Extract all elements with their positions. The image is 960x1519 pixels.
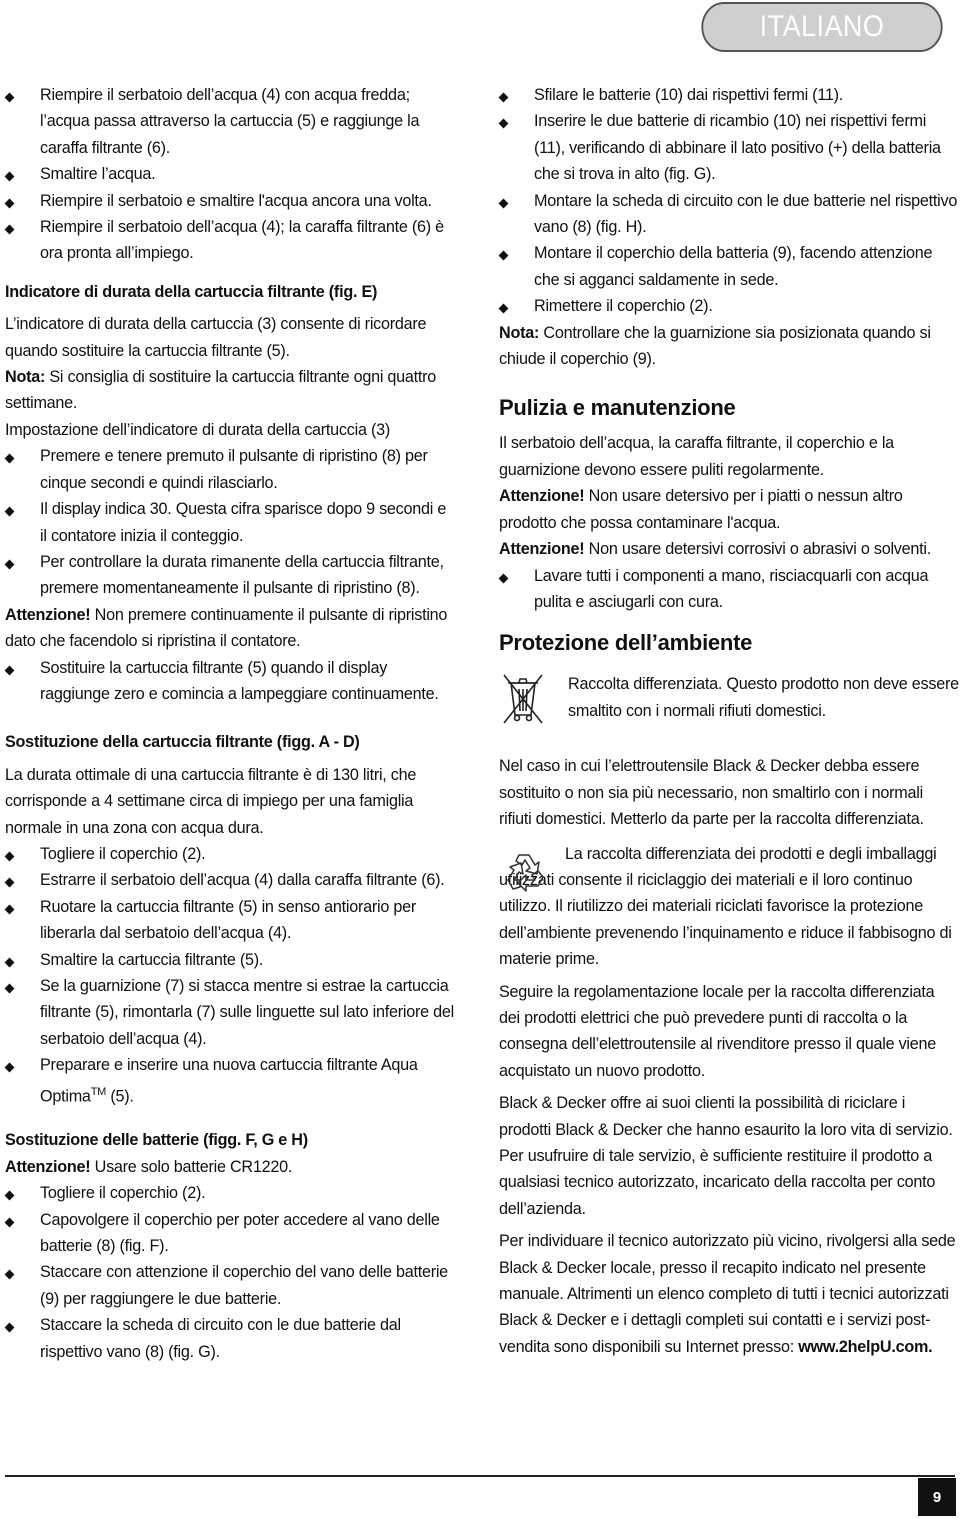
- section-heading-replace: Sostituzione della cartuccia filtrante (figg. A - D): [5, 733, 360, 752]
- list-item: [5, 1052, 455, 1109]
- paragraph-text: Per individuare il tecnico autorizzato più vicino, rivolgersi alla sede Black & Decker locale, presso il recapito indicato nel presente manuale. Altrimenti un elenco completo di tutti i tecnici autorizzati Black & Decker e i dettagli completi sui contatti e i servizi post-vendita sono disponibili su Internet presso:: [499, 1232, 956, 1356]
- list-item: Per controllare la durata rimanente della cartuccia filtrante, premere momentaneamente il pulsante di ripristino (8).: [5, 549, 455, 602]
- list-item: Sostituire la cartuccia filtrante (5) quando il display raggiunge zero e comincia a lampeggiare continuamente.: [5, 655, 455, 708]
- list-item: Riempire il serbatoio e smaltire l'acqua ancora una volta.: [5, 188, 455, 214]
- section-heading-batteries: Sostituzione delle batterie (figg. F, G e H): [5, 1131, 308, 1150]
- list-item: Se la guarnizione (7) si stacca mentre si estrae la cartuccia filtrante (5), rimontarla (7) sulle linguette sul lato inferiore del serbatoio dell’acqua (4).: [5, 973, 455, 1052]
- warning: [499, 483, 959, 536]
- list-item: Staccare la scheda di circuito con le due batterie dal rispettivo vano (8) (fig. G).: [5, 1312, 455, 1365]
- paragraph: La durata ottimale di una cartuccia filtrante è di 130 litri, che corrisponde a 4 settimane circa di impiego per una famiglia normale in una zona con acqua dura.: [5, 765, 417, 837]
- warning: [499, 536, 959, 562]
- warning-text: Non premere continuamente il pulsante di ripristino dato che facendolo si ripristina il contatore.: [5, 605, 448, 651]
- note-label: Nota:: [5, 368, 46, 387]
- right-column: [499, 82, 959, 1360]
- list-item: Smaltire l’acqua.: [5, 161, 455, 187]
- page-number: 9: [918, 1478, 956, 1516]
- warning-label: Attenzione!: [5, 1157, 91, 1176]
- note: [5, 364, 455, 417]
- section-heading-indicator: Indicatore di durata della cartuccia filtrante (fig. E): [5, 282, 378, 301]
- list-item-text: (5).: [106, 1087, 134, 1106]
- paragraph: Il serbatoio dell’acqua, la caraffa filtrante, il coperchio e la guarnizione devono essere puliti regolarmente.: [499, 434, 894, 479]
- note-label: Nota:: [499, 323, 540, 342]
- website-link[interactable]: www.2helpU.com.: [798, 1337, 933, 1356]
- warning: [5, 1154, 455, 1180]
- note-text: Si consiglia di sostituire la cartuccia filtrante ogni quattro settimane.: [5, 368, 437, 413]
- footer-divider: [5, 1475, 955, 1477]
- weee-notice: [499, 671, 959, 727]
- list-item: Togliere il coperchio (2).: [5, 1180, 455, 1206]
- language-badge: ITALIANO: [701, 2, 942, 52]
- recycle-icon: [499, 847, 551, 899]
- list-item-text: Preparare e inserire una nuova cartuccia filtrante Aqua Optima: [40, 1056, 418, 1106]
- paragraph: L’indicatore di durata della cartuccia (3) consente di ricordare quando sostituire la cartuccia filtrante (5).: [5, 315, 427, 360]
- warning-text: Usare solo batterie CR1220.: [90, 1157, 293, 1176]
- list-item: Inserire le due batterie di ricambio (10) nei rispettivi fermi (11), verificando di abbinare il lato positivo (+) della batteria che si trova in alto (fig. G).: [499, 108, 959, 187]
- paragraph: Seguire la regolamentazione locale per la raccolta differenziata dei prodotti elettrici che può prevedere punti di raccolta o la consegna dell’elettroutensile al rivenditore presso il quale viene acquistato un nuovo prodotto.: [499, 982, 937, 1080]
- paragraph: Raccolta differenziata. Questo prodotto non deve essere smaltito con i normali rifiuti domestici.: [568, 675, 959, 720]
- list-item: Estrarre il serbatoio dell’acqua (4) dalla caraffa filtrante (6).: [5, 867, 455, 893]
- list-item: Capovolgere il coperchio per poter accedere al vano delle batterie (8) (fig. F).: [5, 1207, 455, 1260]
- list-item: Ruotare la cartuccia filtrante (5) in senso antiorario per liberarla dal serbatoio dell’acqua (4).: [5, 894, 455, 947]
- list-item: Togliere il coperchio (2).: [5, 841, 455, 867]
- crossed-bin-icon: [499, 671, 547, 725]
- paragraph: Impostazione dell’indicatore di durata della cartuccia (3): [5, 420, 391, 439]
- list-item: Riempire il serbatoio dell’acqua (4); la caraffa filtrante (6) è ora pronta all’impiego.: [5, 214, 455, 267]
- list-item: Il display indica 30. Questa cifra sparisce dopo 9 secondi e il contatore inizia il conteggio.: [5, 496, 455, 549]
- warning-label: Attenzione!: [499, 487, 585, 506]
- list-item: Staccare con attenzione il coperchio del vano delle batterie (9) per raggiungere le due batterie.: [5, 1259, 455, 1312]
- warning: [5, 602, 455, 655]
- list-item: Premere e tenere premuto il pulsante di ripristino (8) per cinque secondi e quindi rilasciarlo.: [5, 443, 455, 496]
- list-item: Smaltire la cartuccia filtrante (5).: [5, 947, 455, 973]
- section-heading-cleaning: Pulizia e manutenzione: [499, 395, 736, 421]
- left-column: [5, 82, 455, 1365]
- list-item: Lavare tutti i componenti a mano, risciacquarli con acqua pulita e asciugarli con cura.: [499, 563, 959, 616]
- list-item: Rimettere il coperchio (2).: [499, 293, 959, 319]
- paragraph: Black & Decker offre ai suoi clienti la possibilità di riciclare i prodotti Black & Decker che hanno esaurito la loro vita di servizio. Per usufruire di tale servizio, è sufficiente restituire il prodotto a qualsiasi tecnico autorizzato, incaricato della raccolta per conto dell’azienda.: [499, 1094, 953, 1218]
- paragraph: La raccolta differenziata dei prodotti e degli imballaggi utilizzati consente il riciclaggio dei materiali e il loro continuo utilizzo. Il riutilizzo dei materiali riciclati favorisce la protezione dell’ambiente prevenendo l’inquinamento e riduce il fabbisogno di materie prime.: [499, 844, 952, 969]
- list-item: Montare il coperchio della batteria (9), facendo attenzione che si agganci saldamente in sede.: [499, 240, 959, 293]
- paragraph: [499, 1228, 959, 1360]
- list-item: Riempire il serbatoio dell’acqua (4) con acqua fredda; l’acqua passa attraverso la cartuccia (5) e raggiunge la caraffa filtrante (6).: [5, 82, 455, 161]
- warning-label: Attenzione!: [5, 605, 91, 624]
- paragraph: Nel caso in cui l’elettroutensile Black & Decker debba essere sostituito o non sia più necessario, non smaltirlo con i normali rifiuti domestici. Metterlo da parte per la raccolta differenziata.: [499, 757, 924, 829]
- list-item: Montare la scheda di circuito con le due batterie nel rispettivo vano (8) (fig. H).: [499, 188, 959, 241]
- warning-label: Attenzione!: [499, 540, 585, 559]
- warning-text: Non usare detersivo per i piatti o nessun altro prodotto che possa contaminare l'acqua.: [499, 487, 903, 532]
- list-item: Sfilare le batterie (10) dai rispettivi fermi (11).: [499, 82, 959, 108]
- section-heading-environment: Protezione dell’ambiente: [499, 630, 753, 656]
- warning-text: Non usare detersivi corrosivi o abrasivi o solventi.: [584, 540, 931, 559]
- note-text: Controllare che la guarnizione sia posizionata quando si chiude il coperchio (9).: [499, 323, 931, 369]
- recycling-notice: [499, 841, 959, 973]
- note: [499, 320, 959, 373]
- trademark: TM: [90, 1085, 107, 1098]
